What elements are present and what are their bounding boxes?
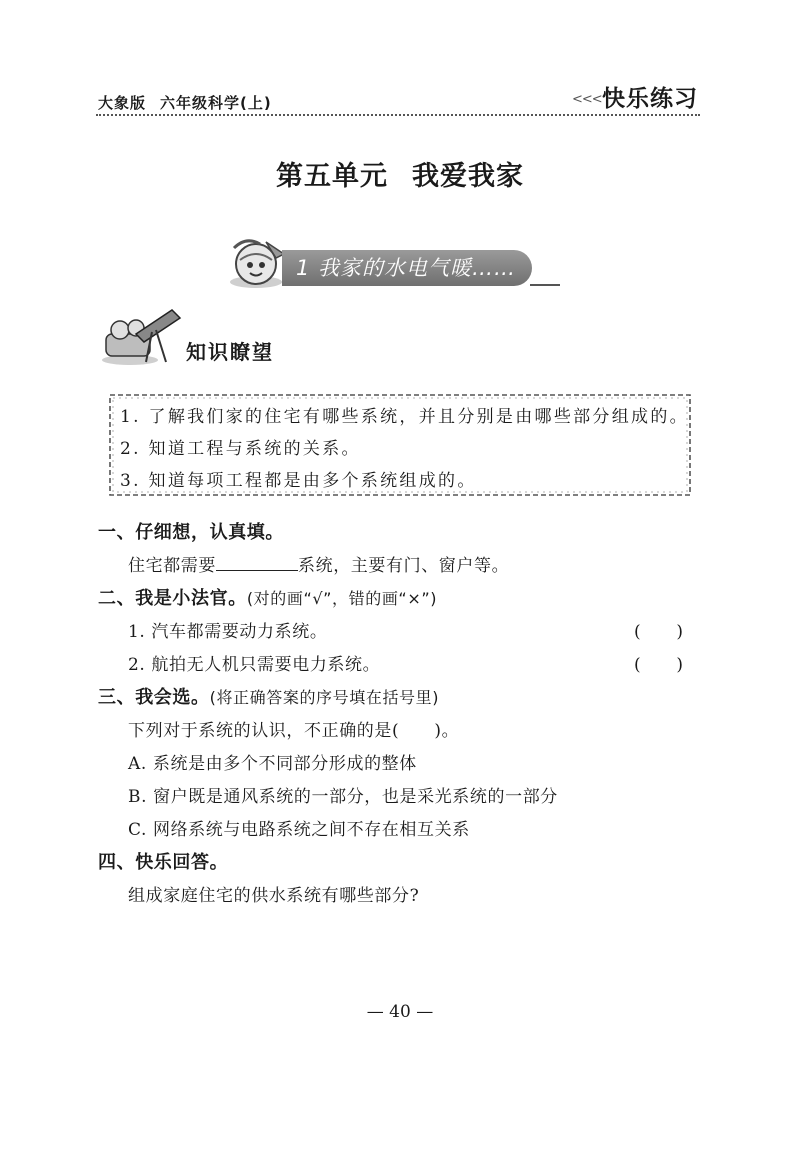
- subject-label: 六年级科学(上): [160, 94, 272, 112]
- header-divider: [96, 114, 700, 116]
- header-book-info: [98, 92, 286, 113]
- fill-blank[interactable]: [216, 552, 298, 571]
- telescope-icon: [100, 304, 184, 366]
- unit-number: 第五单元: [276, 161, 388, 192]
- objective-item: 1. 了解我们家的住宅有哪些系统，并且分别是由哪些部分组成的。: [120, 407, 689, 427]
- judge-item: 1. 汽车都需要动力系统。: [128, 622, 328, 642]
- header-arrows: <<<: [572, 92, 602, 107]
- choice-option-a[interactable]: A. 系统是由多个不同部分形成的整体: [128, 754, 417, 774]
- answer-parentheses[interactable]: ( ): [634, 655, 684, 675]
- section2-heading-row: [98, 584, 437, 610]
- unit-name: 我爱我家: [412, 161, 524, 192]
- section3-heading-row: [98, 683, 439, 709]
- knowledge-title: 知识瞭望: [186, 340, 274, 364]
- answer-parentheses[interactable]: ( ): [634, 622, 684, 642]
- section3-note: (将正确答案的序号填在括号里): [209, 688, 440, 707]
- question-text-after: 系统，主要有门、窗户等。: [298, 556, 510, 576]
- question-text-before: 住宅都需要: [128, 556, 216, 576]
- publisher-label: 大象版: [98, 94, 147, 112]
- series-title: 快乐练习: [602, 86, 698, 112]
- section2-note: (对的画“√”，错的画“×”): [246, 589, 438, 608]
- globe-character-icon: [226, 234, 290, 290]
- choice-option-b[interactable]: B. 窗户既是通风系统的一部分，也是采光系统的一部分: [128, 787, 558, 807]
- section2-heading: 二、我是小法官。: [98, 588, 247, 609]
- unit-title: [0, 154, 800, 193]
- banner-underline: [530, 284, 560, 286]
- section3-heading: 三、我会选。: [98, 687, 210, 708]
- section4-question: 组成家庭住宅的供水系统有哪些部分?: [128, 886, 420, 906]
- objective-item: 2. 知道工程与系统的关系。: [120, 439, 361, 459]
- choice-question: 下列对于系统的认识，不正确的是( )。: [128, 721, 460, 741]
- page-number: — 40 —: [366, 1002, 434, 1022]
- section1-heading: 一、仔细想，认真填。: [98, 522, 284, 543]
- objectives-box: [108, 392, 692, 498]
- section1-question: [128, 551, 509, 576]
- judge-item: 2. 航拍无人机只需要电力系统。: [128, 655, 381, 675]
- lesson-banner: 1 我家的水电气暖……: [282, 250, 532, 286]
- section4-heading: 四、快乐回答。: [98, 852, 229, 873]
- choice-option-c[interactable]: C. 网络系统与电路系统之间不存在相互关系: [128, 820, 470, 840]
- objective-item: 3. 知道每项工程都是由多个系统组成的。: [120, 471, 477, 491]
